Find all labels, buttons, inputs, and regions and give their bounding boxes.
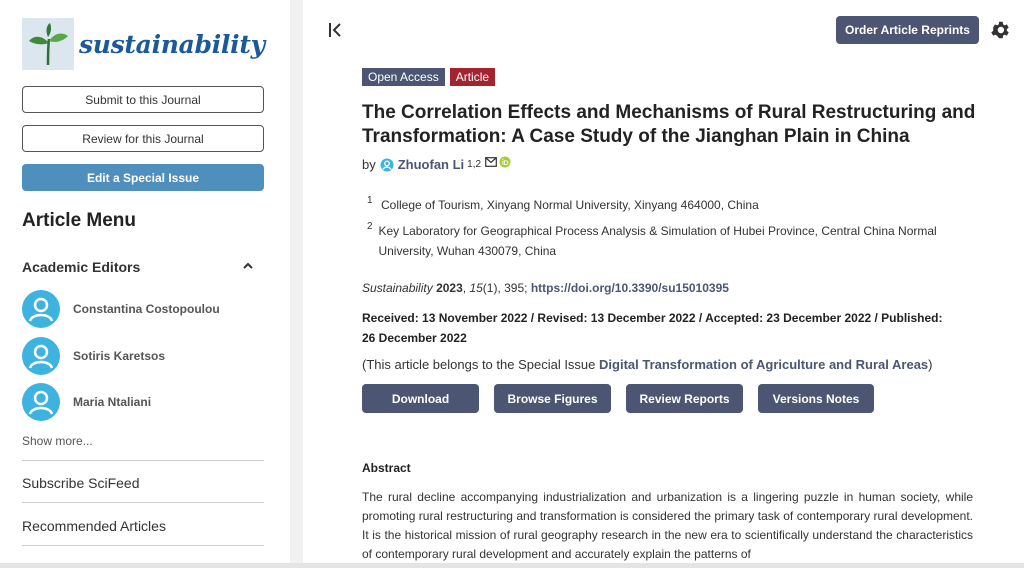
affiliation-text: College of Tourism, Xinyang Normal University, Xinyang 464000, China <box>381 198 759 212</box>
review-journal-button[interactable]: Review for this Journal <box>22 125 264 152</box>
article-type-badge: Article <box>450 68 495 86</box>
editor-name: Sotiris Karetsos <box>73 349 166 363</box>
editor-name: Constantina Costopoulou <box>73 302 220 316</box>
browse-figures-button[interactable]: Browse Figures <box>494 384 611 413</box>
abstract-text: The rural decline accompanying industrialization and urbanization is a lingering puzzle in human society, while promoting rural restructuring and transformation is considered the primary task of contemporary rural development. It is the historical mission of rural geography research in the new era to scientifically understand the characteristics of contemporary rural development and accurately explain the patterns of <box>362 490 973 561</box>
bottom-scroll-strip <box>0 563 1024 568</box>
academic-editors-heading: Academic Editors <box>22 259 141 275</box>
editor-item[interactable] <box>22 383 151 421</box>
author-affiliation-sup: 1,2 <box>467 159 482 170</box>
orcid-icon[interactable] <box>499 156 511 168</box>
editor-item[interactable] <box>22 337 165 375</box>
citation-journal: Sustainability <box>362 281 433 295</box>
editor-item[interactable] <box>22 290 220 328</box>
special-issue-prefix: (This article belongs to the Special Issue <box>362 357 600 372</box>
affiliation-item <box>362 195 982 215</box>
article-dates: Received: 13 November 2022 / Revised: 13 December 2022 / Accepted: 23 December 2022 / Published: 26 December 2022 <box>362 311 943 345</box>
recommended-articles-link[interactable]: Recommended Articles <box>22 518 166 534</box>
journal-name: sustainability <box>79 29 265 59</box>
chevron-up-icon <box>242 259 254 275</box>
article-menu-title: Article Menu <box>22 210 137 231</box>
divider <box>22 502 264 503</box>
download-button[interactable]: Download <box>362 384 479 413</box>
divider <box>22 460 264 461</box>
order-reprints-button[interactable]: Order Article Reprints <box>836 16 979 44</box>
special-issue-link[interactable]: Digital Transformation of Agriculture and Rural Areas <box>599 357 929 372</box>
doi-link[interactable]: https://doi.org/10.3390/su15010395 <box>530 281 729 295</box>
sidebar <box>0 0 290 568</box>
abstract-heading: Abstract <box>362 461 411 475</box>
special-issue-note <box>362 357 933 372</box>
affiliation-number: 2 <box>367 221 373 232</box>
affiliation-item <box>362 221 982 261</box>
subscribe-scifeed-link[interactable]: Subscribe SciFeed <box>22 475 140 491</box>
byline <box>362 157 511 172</box>
divider <box>22 545 264 546</box>
special-issue-suffix: ) <box>928 357 933 372</box>
affiliation-text: Key Laboratory for Geographical Process Analysis & Simulation of Hubei Province, Central China Normal University, Wuhan 430079, China <box>378 224 937 258</box>
citation-line: Sustainability 2023, 15(1), 395; https://doi.org/10.3390/su15010395 <box>362 281 729 295</box>
editor-name: Maria Ntaliani <box>73 395 152 409</box>
author-name[interactable]: Zhuofan Li <box>397 157 465 172</box>
article-main <box>303 0 1024 568</box>
sidebar-gutter <box>290 0 303 568</box>
show-more-link[interactable]: Show more... <box>22 434 93 448</box>
article-title: The Correlation Effects and Mechanisms of Rural Restructuring and Transformation: A Case Study of the Jianghan Plain in China <box>362 102 976 147</box>
author-avatar-icon <box>380 158 394 172</box>
user-avatar-icon <box>22 383 60 421</box>
sprout-icon <box>22 18 74 70</box>
citation-volume: 15 <box>469 281 483 295</box>
gear-icon[interactable] <box>989 19 1011 46</box>
journal-logo[interactable] <box>22 18 265 70</box>
versions-notes-button[interactable]: Versions Notes <box>758 384 874 413</box>
collapse-sidebar-icon[interactable] <box>328 21 344 44</box>
user-avatar-icon <box>22 337 60 375</box>
academic-editors-toggle[interactable] <box>22 259 254 275</box>
citation-issue-page: (1), 395; <box>482 281 531 295</box>
affiliations <box>362 195 982 267</box>
submit-journal-button[interactable]: Submit to this Journal <box>22 86 264 113</box>
edit-special-issue-button[interactable]: Edit a Special Issue <box>22 164 264 191</box>
affiliation-number: 1 <box>367 195 373 206</box>
by-label: by <box>362 157 376 172</box>
article-badges <box>362 68 495 86</box>
envelope-icon[interactable] <box>485 157 497 167</box>
review-reports-button[interactable]: Review Reports <box>626 384 743 413</box>
open-access-badge[interactable]: Open Access <box>362 68 445 86</box>
user-avatar-icon <box>22 290 60 328</box>
citation-year: 2023 <box>436 281 463 295</box>
